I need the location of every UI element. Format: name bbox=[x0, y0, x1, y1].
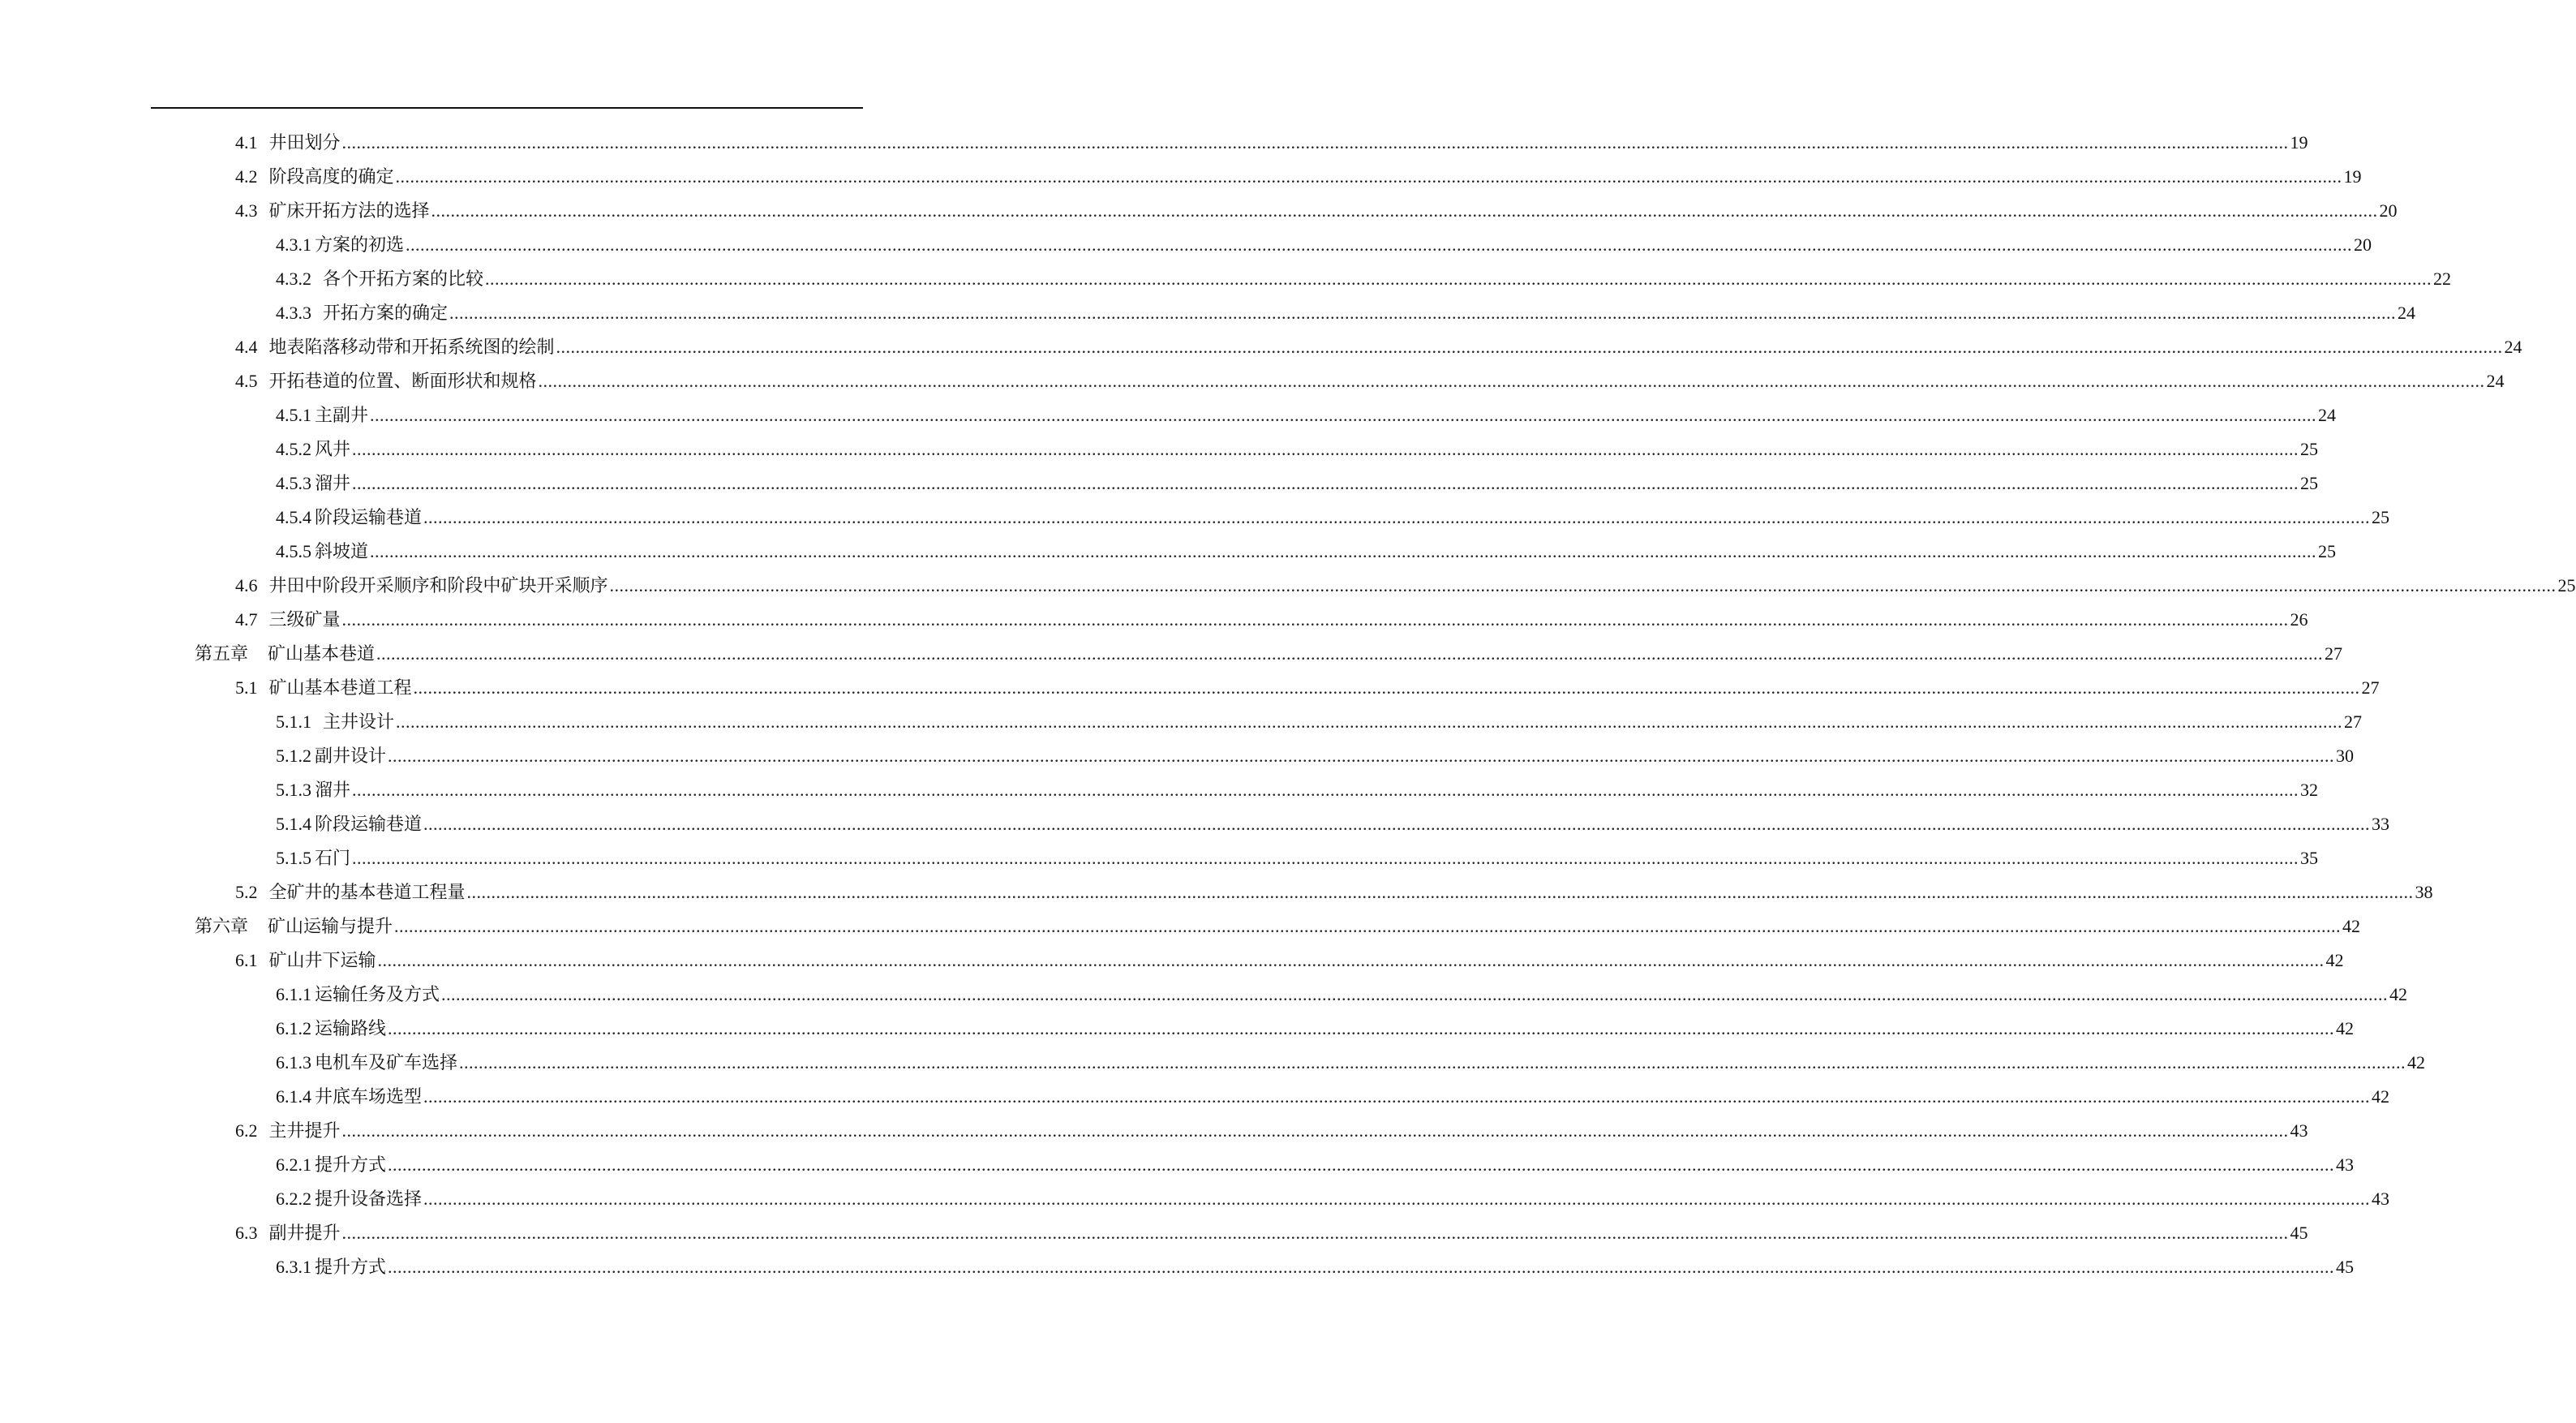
toc-dot-leader: ................................................................................................................................................................................................................................................................................................................................................................................................................ bbox=[341, 1223, 2289, 1243]
toc-dot-leader: ................................................................................................................................................................................................................................................................................................................................................................................................................ bbox=[413, 677, 2360, 698]
toc-entry-title: 矿山运输与提升 bbox=[268, 917, 393, 937]
toc-dot-leader: ................................................................................................................................................................................................................................................................................................................................................................................................................ bbox=[449, 303, 2397, 323]
toc-entry-number: 4.3.1 bbox=[276, 234, 311, 255]
toc-entry-title: 全矿井的基本巷道工程量 bbox=[268, 883, 466, 903]
toc-dot-leader: ................................................................................................................................................................................................................................................................................................................................................................................................................ bbox=[388, 1154, 2335, 1175]
toc-entry-inner bbox=[235, 160, 2362, 195]
toc-entry-title: 主井提升 bbox=[268, 1121, 341, 1141]
toc-entry-5-2[interactable] bbox=[0, 875, 2433, 909]
toc-entry-inner bbox=[235, 364, 2505, 399]
toc-entry-number: 第五章 bbox=[195, 643, 249, 664]
toc-entry-page: 24 bbox=[2318, 405, 2337, 425]
toc-entry-number: 5.1.5 bbox=[276, 848, 311, 868]
toc-entry-number: 6.1.3 bbox=[276, 1052, 311, 1073]
toc-entry-number: 4.5.4 bbox=[276, 507, 311, 527]
toc-entry-number: 4.4 bbox=[235, 337, 258, 357]
toc-dot-leader: ................................................................................................................................................................................................................................................................................................................................................................................................................ bbox=[423, 507, 2371, 527]
toc-entry-page: 25 bbox=[2318, 541, 2337, 561]
toc-entry-number: 6.3.1 bbox=[276, 1257, 311, 1277]
toc-entry-5-1[interactable] bbox=[0, 671, 2380, 705]
toc-entry-5-1-1[interactable] bbox=[0, 705, 2363, 739]
toc-entry-inner bbox=[276, 1250, 2355, 1285]
toc-entry-inner bbox=[276, 296, 2416, 331]
toc-entry-4-5-3[interactable] bbox=[0, 466, 2319, 501]
toc-entry-4-3-3[interactable] bbox=[0, 296, 2416, 330]
toc-entry-page: 42 bbox=[2407, 1052, 2426, 1073]
toc-entry-title: 矿山基本巷道工程 bbox=[268, 678, 412, 699]
toc-entry-inner bbox=[276, 398, 2337, 433]
toc-entry-5-1-2[interactable] bbox=[0, 739, 2355, 773]
toc-entry-page: 30 bbox=[2336, 746, 2355, 766]
toc-dot-leader: ................................................................................................................................................................................................................................................................................................................................................................................................................ bbox=[609, 575, 2557, 595]
toc-entry-title: 井田中阶段开采顺序和阶段中矿块开采顺序 bbox=[268, 576, 608, 596]
toc-entry-page: 42 bbox=[2336, 1018, 2355, 1038]
toc-dot-leader: ................................................................................................................................................................................................................................................................................................................................................................................................................ bbox=[485, 269, 2432, 289]
toc-entry-inner bbox=[235, 875, 2433, 910]
toc-entry-page: 43 bbox=[2372, 1189, 2390, 1209]
toc-dot-leader: ................................................................................................................................................................................................................................................................................................................................................................................................................ bbox=[396, 712, 2343, 732]
toc-entry-inner bbox=[276, 705, 2363, 740]
toc-entry-6-3-1[interactable] bbox=[0, 1250, 2355, 1284]
toc-entry-page: 20 bbox=[2379, 200, 2398, 221]
toc-entry-6-1-1[interactable] bbox=[0, 978, 2408, 1012]
toc-entry-inner bbox=[276, 807, 2390, 842]
toc-entry-number: 5.2 bbox=[235, 882, 258, 902]
toc-entry-number: 6.1.4 bbox=[276, 1086, 311, 1107]
toc-entry-4-5-4[interactable] bbox=[0, 501, 2390, 535]
toc-entry-page: 24 bbox=[2486, 371, 2505, 391]
toc-entry-4-5-1[interactable] bbox=[0, 398, 2337, 432]
toc-dot-leader: ................................................................................................................................................................................................................................................................................................................................................................................................................ bbox=[341, 1120, 2289, 1141]
toc-dot-leader: ................................................................................................................................................................................................................................................................................................................................................................................................................ bbox=[431, 200, 2378, 221]
toc-entry-inner bbox=[276, 466, 2319, 501]
toc-entry-number: 5.1.3 bbox=[276, 780, 311, 800]
toc-entry-4-7[interactable] bbox=[0, 603, 2308, 637]
toc-entry-number: 6.1.1 bbox=[276, 984, 311, 1004]
toc-entry-number: 6.2.2 bbox=[276, 1189, 311, 1209]
toc-entry-number: 6.3 bbox=[235, 1223, 258, 1243]
toc-entry-inner bbox=[276, 1148, 2355, 1183]
toc-entry-page: 25 bbox=[2300, 439, 2319, 459]
toc-entry-number: 4.5.1 bbox=[276, 405, 311, 425]
toc-entry-number: 4.1 bbox=[235, 132, 258, 153]
toc-entry-page: 19 bbox=[2343, 166, 2362, 187]
toc-entry-title: 阶段高度的确定 bbox=[268, 167, 394, 187]
toc-entry-number: 第六章 bbox=[195, 916, 249, 936]
toc-entry-number: 4.3.3 bbox=[276, 303, 311, 323]
toc-entry-title: 各个开拓方案的比较 bbox=[323, 269, 484, 290]
toc-entry-inner bbox=[276, 978, 2408, 1012]
toc-entry-page: 19 bbox=[2290, 132, 2308, 153]
toc-entry-title: 阶段运输巷道 bbox=[315, 508, 423, 528]
toc-entry-number: 6.1 bbox=[235, 950, 258, 970]
toc-entry-title: 矿床开拓方法的选择 bbox=[268, 201, 430, 221]
toc-entry-5-1-5[interactable] bbox=[0, 841, 2319, 875]
toc-entry-4-2[interactable] bbox=[0, 160, 2362, 194]
toc-entry-title: 运输路线 bbox=[315, 1019, 387, 1039]
toc-entry-inner bbox=[276, 1080, 2390, 1115]
toc-entry-number: 5.1.2 bbox=[276, 746, 311, 766]
toc-entry-title: 三级矿量 bbox=[268, 610, 341, 630]
toc-entry-page: 25 bbox=[2372, 507, 2390, 527]
toc-entry-title: 主副井 bbox=[315, 406, 369, 426]
toc-entry-page: 42 bbox=[2325, 950, 2344, 970]
toc-entry-number: 6.2.1 bbox=[276, 1154, 311, 1175]
toc-entry-page: 24 bbox=[2504, 337, 2522, 357]
toc-entry-page: 43 bbox=[2336, 1154, 2355, 1175]
toc-entry-number: 4.6 bbox=[235, 575, 258, 595]
toc-dot-leader: ................................................................................................................................................................................................................................................................................................................................................................................................................ bbox=[352, 780, 2299, 800]
toc-entry-4-3-1[interactable] bbox=[0, 228, 2372, 262]
toc-entry-title: 风井 bbox=[315, 440, 351, 460]
toc-dot-leader: ................................................................................................................................................................................................................................................................................................................................................................................................................ bbox=[352, 848, 2299, 868]
toc-entry-inner bbox=[235, 569, 2576, 604]
toc-dot-leader: ................................................................................................................................................................................................................................................................................................................................................................................................................ bbox=[377, 950, 2325, 970]
toc-entry-title: 溜井 bbox=[315, 780, 351, 801]
toc-entry-title: 提升方式 bbox=[315, 1155, 387, 1176]
toc-dot-leader: ................................................................................................................................................................................................................................................................................................................................................................................................................ bbox=[423, 814, 2371, 834]
toc-entry-title: 阶段运输巷道 bbox=[315, 815, 423, 835]
header-rule bbox=[151, 107, 863, 109]
toc-entry-page: 42 bbox=[2372, 1086, 2390, 1107]
toc-entry-page: 45 bbox=[2336, 1257, 2355, 1277]
toc-entry-title: 井底车场选型 bbox=[315, 1087, 423, 1107]
toc-entry-title: 井田划分 bbox=[268, 133, 341, 153]
toc-dot-leader: ................................................................................................................................................................................................................................................................................................................................................................................................................ bbox=[423, 1086, 2371, 1107]
toc-dot-leader: ................................................................................................................................................................................................................................................................................................................................................................................................................ bbox=[370, 541, 2317, 561]
toc-entry-第六章[interactable] bbox=[0, 909, 2361, 944]
toc-entry-page: 38 bbox=[2415, 882, 2433, 902]
toc-entry-title: 运输任务及方式 bbox=[315, 985, 440, 1005]
toc-dot-leader: ................................................................................................................................................................................................................................................................................................................................................................................................................ bbox=[423, 1189, 2371, 1209]
toc-entry-6-2-2[interactable] bbox=[0, 1182, 2390, 1216]
toc-dot-leader: ................................................................................................................................................................................................................................................................................................................................................................................................................ bbox=[376, 643, 2324, 664]
toc-entry-5-1-4[interactable] bbox=[0, 807, 2390, 841]
toc-entry-title: 副井设计 bbox=[315, 746, 387, 767]
toc-entry-inner bbox=[235, 1114, 2308, 1149]
toc-entry-4-3-2[interactable] bbox=[0, 262, 2452, 296]
toc-entry-title: 副井提升 bbox=[268, 1223, 341, 1244]
toc-entry-title: 斜坡道 bbox=[315, 542, 369, 562]
toc-entry-inner bbox=[276, 841, 2319, 876]
toc-dot-leader: ................................................................................................................................................................................................................................................................................................................................................................................................................ bbox=[395, 166, 2342, 187]
toc-dot-leader: ................................................................................................................................................................................................................................................................................................................................................................................................................ bbox=[441, 984, 2389, 1004]
toc-entry-page: 32 bbox=[2300, 780, 2319, 800]
toc-entry-4-5-5[interactable] bbox=[0, 535, 2337, 569]
toc-entry-inner bbox=[276, 1182, 2390, 1217]
toc-entry-5-1-3[interactable] bbox=[0, 773, 2319, 807]
toc-dot-leader: ................................................................................................................................................................................................................................................................................................................................................................................................................ bbox=[388, 1257, 2335, 1277]
toc-entry-inner bbox=[235, 126, 2308, 161]
toc-dot-leader: ................................................................................................................................................................................................................................................................................................................................................................................................................ bbox=[556, 337, 2503, 357]
toc-entry-inner bbox=[235, 603, 2308, 638]
toc-dot-leader: ................................................................................................................................................................................................................................................................................................................................................................................................................ bbox=[352, 439, 2299, 459]
toc-entry-title: 开拓方案的确定 bbox=[323, 303, 449, 324]
toc-entry-inner bbox=[195, 909, 2361, 944]
toc-dot-leader: ................................................................................................................................................................................................................................................................................................................................................................................................................ bbox=[388, 1018, 2335, 1038]
toc-entry-page: 45 bbox=[2290, 1223, 2308, 1243]
toc-entry-page: 27 bbox=[2325, 643, 2343, 664]
toc-entry-inner bbox=[235, 944, 2344, 978]
toc-entry-inner bbox=[195, 637, 2343, 672]
toc-entry-number: 5.1.4 bbox=[276, 814, 311, 834]
toc-entry-page: 42 bbox=[2342, 916, 2361, 936]
toc-dot-leader: ................................................................................................................................................................................................................................................................................................................................................................................................................ bbox=[406, 234, 2353, 255]
toc-entry-title: 提升方式 bbox=[315, 1257, 387, 1278]
toc-entry-page: 25 bbox=[2557, 575, 2576, 595]
toc-entry-title: 提升设备选择 bbox=[315, 1189, 423, 1210]
toc-dot-leader: ................................................................................................................................................................................................................................................................................................................................................................................................................ bbox=[341, 132, 2289, 153]
toc-entry-inner bbox=[235, 1216, 2308, 1251]
toc-entry-inner bbox=[276, 432, 2319, 467]
toc-entry-page: 27 bbox=[2361, 677, 2380, 698]
toc-entry-title: 溜井 bbox=[315, 474, 351, 494]
toc-entry-inner bbox=[276, 1012, 2355, 1047]
toc-entry-title: 石门 bbox=[315, 849, 351, 869]
toc-entry-title: 电机车及矿车选择 bbox=[315, 1053, 458, 1073]
toc-entry-6-1-3[interactable] bbox=[0, 1046, 2426, 1080]
toc-dot-leader: ................................................................................................................................................................................................................................................................................................................................................................................................................ bbox=[341, 609, 2289, 630]
table-of-contents bbox=[0, 126, 2576, 1284]
toc-entry-page: 43 bbox=[2290, 1120, 2308, 1141]
toc-entry-inner bbox=[276, 228, 2372, 263]
toc-entry-6-2[interactable] bbox=[0, 1114, 2308, 1148]
toc-entry-4-5[interactable] bbox=[0, 364, 2505, 398]
toc-entry-number: 4.7 bbox=[235, 609, 258, 630]
toc-entry-6-2-1[interactable] bbox=[0, 1148, 2355, 1182]
toc-entry-6-1-2[interactable] bbox=[0, 1012, 2355, 1046]
toc-entry-4-6[interactable] bbox=[0, 569, 2576, 603]
toc-entry-第五章[interactable] bbox=[0, 637, 2343, 671]
toc-entry-inner bbox=[276, 501, 2390, 535]
toc-entry-title: 方案的初选 bbox=[315, 235, 405, 256]
toc-entry-inner bbox=[276, 262, 2452, 297]
toc-entry-page: 35 bbox=[2300, 848, 2319, 868]
toc-entry-title: 矿山井下运输 bbox=[268, 951, 376, 971]
toc-entry-number: 4.3.2 bbox=[276, 269, 311, 289]
toc-entry-page: 20 bbox=[2354, 234, 2372, 255]
toc-entry-4-5-2[interactable] bbox=[0, 432, 2319, 466]
toc-entry-title: 矿山基本巷道 bbox=[268, 644, 376, 664]
toc-entry-number: 4.5 bbox=[235, 371, 258, 391]
toc-dot-leader: ................................................................................................................................................................................................................................................................................................................................................................................................................ bbox=[466, 882, 2414, 902]
toc-entry-page: 33 bbox=[2372, 814, 2390, 834]
toc-entry-number: 6.2 bbox=[235, 1120, 258, 1141]
toc-entry-inner bbox=[235, 671, 2380, 706]
toc-entry-number: 5.1.1 bbox=[276, 712, 311, 732]
toc-entry-6-3[interactable] bbox=[0, 1216, 2308, 1250]
toc-entry-page: 24 bbox=[2398, 303, 2416, 323]
toc-entry-4-4[interactable] bbox=[0, 330, 2522, 364]
toc-entry-4-3[interactable] bbox=[0, 194, 2398, 228]
toc-entry-page: 27 bbox=[2344, 712, 2363, 732]
toc-entry-inner bbox=[276, 773, 2319, 808]
toc-dot-leader: ................................................................................................................................................................................................................................................................................................................................................................................................................ bbox=[459, 1052, 2406, 1073]
toc-entry-title: 开拓巷道的位置、断面形状和规格 bbox=[268, 372, 537, 392]
toc-dot-leader: ................................................................................................................................................................................................................................................................................................................................................................................................................ bbox=[538, 371, 2485, 391]
toc-entry-page: 42 bbox=[2389, 984, 2408, 1004]
toc-entry-6-1[interactable] bbox=[0, 944, 2344, 978]
toc-entry-number: 6.1.2 bbox=[276, 1018, 311, 1038]
toc-entry-page: 26 bbox=[2290, 609, 2308, 630]
toc-entry-number: 4.3 bbox=[235, 200, 258, 221]
toc-entry-inner bbox=[235, 330, 2522, 365]
toc-entry-page: 25 bbox=[2300, 473, 2319, 493]
toc-entry-6-1-4[interactable] bbox=[0, 1080, 2390, 1114]
toc-entry-number: 4.2 bbox=[235, 166, 258, 187]
toc-entry-inner bbox=[276, 739, 2355, 774]
toc-entry-inner bbox=[276, 1046, 2426, 1081]
toc-entry-4-1[interactable] bbox=[0, 126, 2308, 160]
toc-entry-number: 4.5.2 bbox=[276, 439, 311, 459]
toc-entry-inner bbox=[235, 194, 2398, 229]
toc-entry-number: 4.5.5 bbox=[276, 541, 311, 561]
toc-dot-leader: ................................................................................................................................................................................................................................................................................................................................................................................................................ bbox=[370, 405, 2317, 425]
toc-dot-leader: ................................................................................................................................................................................................................................................................................................................................................................................................................ bbox=[352, 473, 2299, 493]
toc-dot-leader: ................................................................................................................................................................................................................................................................................................................................................................................................................ bbox=[388, 746, 2335, 766]
toc-entry-page: 22 bbox=[2433, 269, 2452, 289]
toc-entry-title: 主井设计 bbox=[323, 712, 395, 733]
toc-entry-number: 4.5.3 bbox=[276, 473, 311, 493]
toc-entry-title: 地表陷落移动带和开拓系统图的绘制 bbox=[268, 337, 555, 358]
toc-entry-inner bbox=[276, 535, 2337, 570]
toc-dot-leader: ................................................................................................................................................................................................................................................................................................................................................................................................................ bbox=[394, 916, 2342, 936]
toc-entry-number: 5.1 bbox=[235, 677, 258, 698]
